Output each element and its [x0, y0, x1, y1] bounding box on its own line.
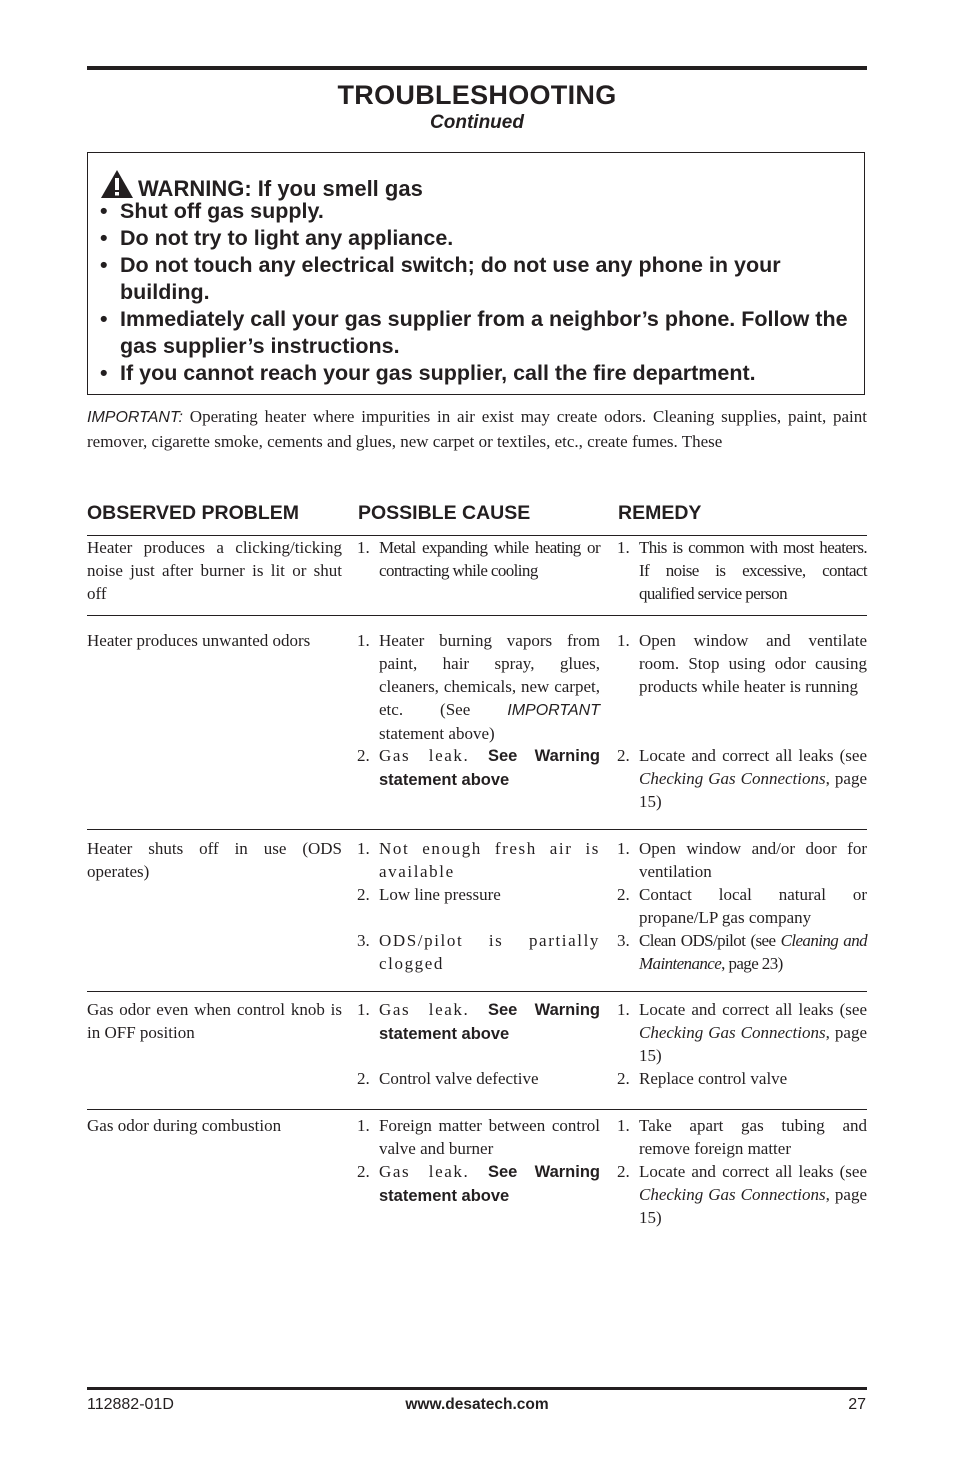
- warning-heading-text: WARNING: If you smell gas: [138, 176, 423, 201]
- remedy-item: 3. Clean ODS/pilot (see Cleaning and Maintenance, page 23): [617, 931, 867, 973]
- row-divider: [87, 829, 867, 830]
- remedy-item: 1. Locate and correct all leaks (see Checking Gas Connections, page 15): [617, 1000, 867, 1065]
- warning-triangle-icon: [100, 169, 134, 199]
- doc-number: 112882-01D: [87, 1396, 174, 1413]
- warning-item: • Do not try to light any appliance.: [100, 226, 454, 250]
- problem-cell: Heater produces unwanted odors: [87, 631, 311, 650]
- cause-item: 2. Gas leak. See Warning statement above: [357, 746, 600, 789]
- cause-item: 1. Heater burning vapors from paint, hair spray, glues, cleaners, chemicals, new carpet, etc. (See IMPORTANT statement above): [357, 631, 600, 743]
- header-observed-problem: OBSERVED PROBLEM: [87, 502, 300, 524]
- footer-url: www.desatech.com: [405, 1396, 549, 1413]
- page-title: TROUBLESHOOTING: [337, 80, 617, 110]
- cause-item: 1. Foreign matter between control valve and burner: [357, 1116, 600, 1158]
- cause-item: 2. Gas leak. See Warning statement above: [357, 1162, 600, 1205]
- remedy-item: 1. Open window and/or door for ventilation: [617, 839, 867, 881]
- cause-item: 1. Metal expanding while heating or contracting while cooling: [357, 538, 600, 580]
- page-subtitle: Continued: [430, 112, 524, 133]
- row-divider: [87, 615, 867, 616]
- cause-item: 3. ODS/pilot is partially clogged: [357, 931, 600, 973]
- warning-list: [100, 198, 856, 387]
- important-paragraph: [87, 405, 867, 454]
- bottom-rule: [87, 1387, 867, 1390]
- bullet: •: [100, 199, 108, 223]
- remedy-item: 1. Open window and ventilate room. Stop using odor causing products while heater is running: [617, 631, 867, 696]
- bullet: •: [100, 361, 108, 385]
- bullet: •: [100, 253, 108, 277]
- warning-item: • Immediately call your gas supplier from a neighbor’s phone. Follow the gas supplier’s instructions.: [100, 307, 848, 358]
- remedy-item: 1. This is common with most heaters. If noise is excessive, contact qualified service person: [617, 538, 867, 603]
- page-number: 27: [848, 1396, 866, 1413]
- warning-item: • Shut off gas supply.: [100, 199, 324, 223]
- warning-item: • Do not touch any electrical switch; do not use any phone in your building.: [100, 253, 781, 304]
- problem-cell: Gas odor during combustion: [87, 1116, 282, 1135]
- bullet: •: [100, 307, 108, 331]
- header-remedy: REMEDY: [618, 502, 702, 524]
- warning-box: [87, 152, 865, 395]
- remedy-item: 1. Take apart gas tubing and remove foreign matter: [617, 1116, 867, 1158]
- bullet: •: [100, 226, 108, 250]
- cause-item: 1. Not enough fresh air is available: [357, 839, 600, 881]
- problem-cell: Heater shuts off in use (ODS operates): [87, 839, 342, 881]
- top-rule: [87, 66, 867, 70]
- important-text: Operating heater where impurities in air exist may create odors. Cleaning supplies, paint, paint remover, cigarette smoke, cements and glues, new carpet or textiles, etc., create fumes. These: [87, 407, 867, 451]
- problem-cell: Heater produces a clicking/ticking noise just after burner is lit or shut off: [87, 538, 342, 603]
- remedy-item: 2. Contact local natural or propane/LP gas company: [617, 885, 867, 927]
- remedy-item: 2. Replace control valve: [617, 1069, 788, 1088]
- header-possible-cause: POSSIBLE CAUSE: [358, 502, 531, 524]
- remedy-item: 2. Locate and correct all leaks (see Checking Gas Connections, page 15): [617, 1162, 867, 1227]
- row-divider: [87, 1109, 867, 1110]
- cause-item: 2. Low line pressure: [357, 885, 501, 904]
- row-divider: [87, 991, 867, 992]
- important-label: IMPORTANT:: [87, 409, 183, 426]
- cause-item: 1. Gas leak. See Warning statement above: [357, 1000, 600, 1043]
- warning-item: • If you cannot reach your gas supplier, call the fire department.: [100, 361, 756, 385]
- remedy-item: 2. Locate and correct all leaks (see Checking Gas Connections, page 15): [617, 746, 867, 811]
- cause-item: 2. Control valve defective: [357, 1069, 539, 1088]
- problem-cell: Gas odor even when control knob is in OFF position: [87, 1000, 342, 1042]
